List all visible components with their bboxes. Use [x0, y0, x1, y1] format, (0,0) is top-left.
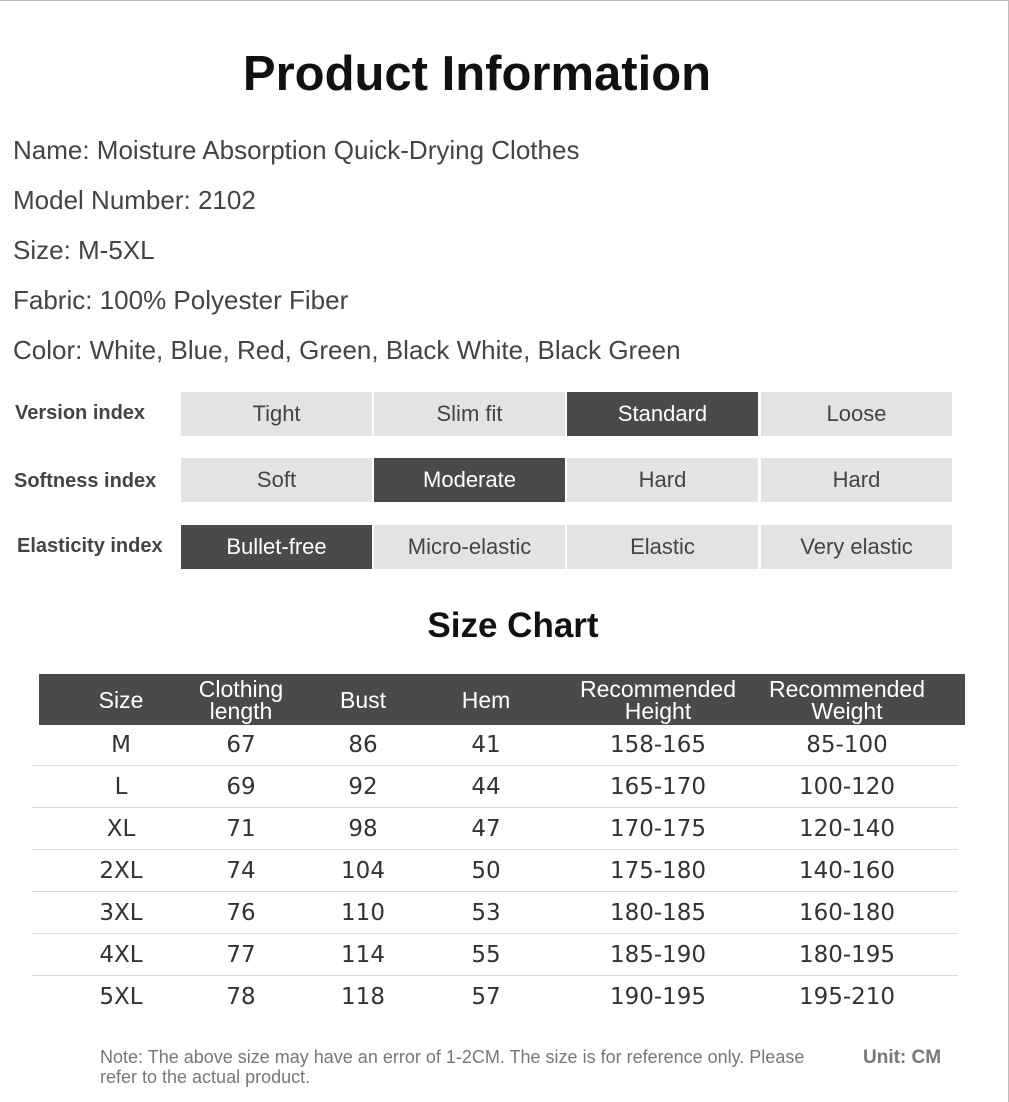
table-cell: 92: [348, 774, 378, 800]
table-cell: 53: [471, 900, 501, 926]
table-cell: 118: [341, 984, 385, 1010]
table-row: [32, 724, 958, 766]
table-cell: 47: [471, 816, 501, 842]
table-cell: 44: [471, 774, 501, 800]
column-header: Size: [98, 686, 144, 713]
unit-label: Unit: CM: [863, 1047, 942, 1068]
table-cell: 140-160: [798, 858, 896, 884]
color-options: Color: White, Blue, Red, Green, Black White, Black Green: [13, 335, 681, 365]
table-row: [32, 976, 958, 1018]
softness-option-0: Soft: [181, 458, 372, 502]
table-cell: 114: [341, 942, 385, 968]
table-cell: 69: [226, 774, 256, 800]
top-border: [0, 0, 1009, 1]
table-cell: 5XL: [99, 984, 143, 1010]
column-header: Clothing length: [198, 675, 284, 724]
table-cell: 2XL: [99, 858, 143, 884]
table-cell: 180-195: [798, 942, 896, 968]
table-cell: 76: [226, 900, 256, 926]
table-cell: XL: [106, 816, 136, 842]
softness-option-1: Moderate: [374, 458, 565, 502]
elasticity-option-1: Micro-elastic: [374, 525, 565, 569]
elasticity-option-3: Very elastic: [761, 525, 952, 569]
column-header: Recommended Height: [580, 675, 736, 724]
size-chart-title: Size Chart: [427, 606, 599, 645]
column-header: Bust: [339, 686, 387, 713]
version-option-1: Slim fit: [374, 392, 565, 436]
softness-option-3: Hard: [761, 458, 952, 502]
table-cell: 4XL: [99, 942, 143, 968]
table-cell: 170-175: [609, 816, 707, 842]
size-note: Note: The above size may have an error of 1-2CM. The size is for reference only. Please refer to the actual product.: [100, 1047, 805, 1087]
table-cell: 110: [341, 900, 385, 926]
elasticity-index-label: Elasticity index: [17, 535, 163, 557]
table-cell: 175-180: [609, 858, 707, 884]
elasticity-option-0: Bullet-free: [181, 525, 372, 569]
table-cell: 100-120: [798, 774, 896, 800]
table-cell: 41: [471, 732, 501, 758]
table-cell: 165-170: [609, 774, 707, 800]
table-cell: 98: [348, 816, 378, 842]
table-cell: M: [111, 732, 131, 758]
column-header: Recommended Weight: [769, 675, 925, 724]
table-cell: 74: [226, 858, 256, 884]
table-cell: 180-185: [609, 900, 707, 926]
column-header: Hem: [461, 686, 511, 713]
table-cell: 158-165: [609, 732, 707, 758]
table-cell: 71: [226, 816, 256, 842]
version-option-3: Loose: [761, 392, 952, 436]
elasticity-option-2: Elastic: [567, 525, 758, 569]
fabric: Fabric: 100% Polyester Fiber: [13, 285, 349, 315]
table-cell: 160-180: [798, 900, 896, 926]
table-cell: 57: [471, 984, 501, 1010]
table-cell: 55: [471, 942, 501, 968]
page-title: Product Information: [242, 47, 712, 101]
version-index-label: Version index: [15, 402, 146, 424]
table-cell: 104: [341, 858, 385, 884]
table-cell: L: [114, 774, 128, 800]
table-cell: 77: [226, 942, 256, 968]
table-row: [32, 850, 958, 892]
model-number: Model Number: 2102: [13, 185, 256, 215]
version-option-0: Tight: [181, 392, 372, 436]
size-table-header: [39, 674, 965, 725]
product-name: Name: Moisture Absorption Quick-Drying Clothes: [13, 135, 580, 165]
table-row: [32, 808, 958, 850]
table-cell: 78: [226, 984, 256, 1010]
table-cell: 67: [226, 732, 256, 758]
table-cell: 185-190: [609, 942, 707, 968]
size-range: Size: M-5XL: [13, 235, 155, 265]
table-cell: 190-195: [609, 984, 707, 1010]
table-row: [32, 934, 958, 976]
softness-index-label: Softness index: [14, 470, 157, 492]
softness-option-2: Hard: [567, 458, 758, 502]
table-row: [32, 892, 958, 934]
table-cell: 3XL: [99, 900, 143, 926]
table-cell: 120-140: [798, 816, 896, 842]
version-option-2: Standard: [567, 392, 758, 436]
table-cell: 195-210: [798, 984, 896, 1010]
table-cell: 50: [471, 858, 501, 884]
table-row: [32, 766, 958, 808]
table-cell: 86: [348, 732, 378, 758]
table-cell: 85-100: [806, 732, 888, 758]
